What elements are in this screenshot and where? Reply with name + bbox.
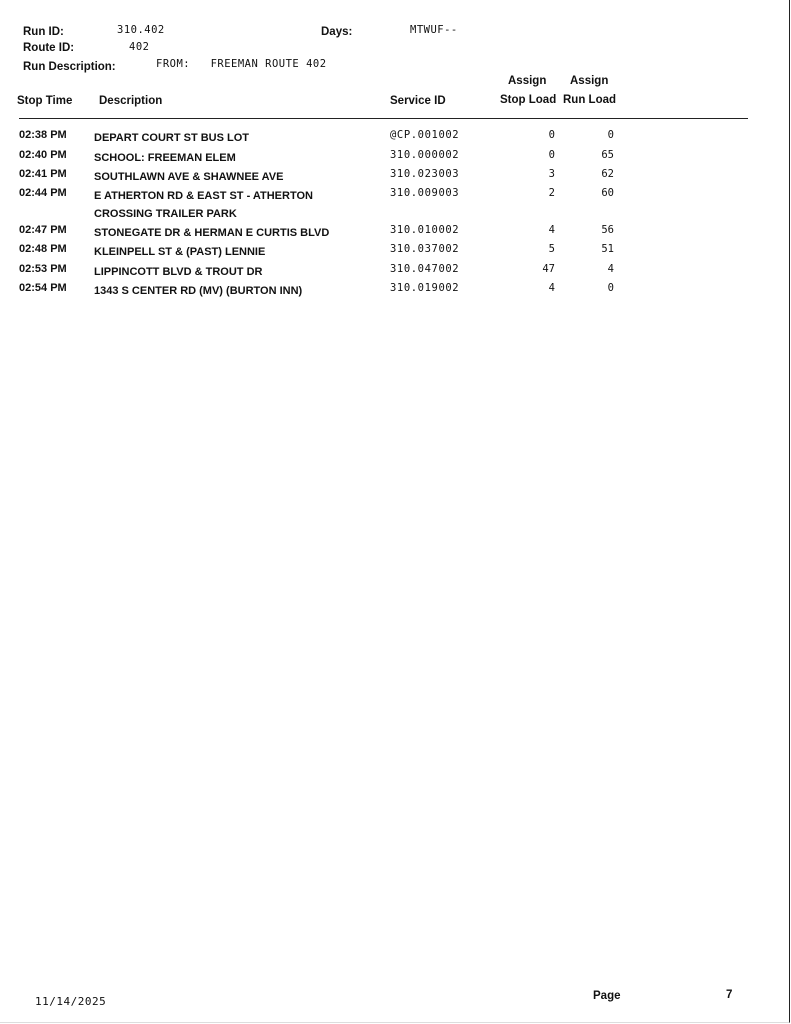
days-value: MTWUF-- (410, 24, 458, 36)
stop-load: 0 (548, 129, 555, 141)
stop-description: KLEINPELL ST & (PAST) LENNIE (94, 246, 266, 258)
run-load: 56 (601, 224, 614, 236)
stop-time: 02:41 PM (19, 168, 67, 180)
stop-description: STONEGATE DR & HERMAN E CURTIS BLVD (94, 227, 330, 239)
service-id: 310.019002 (390, 282, 460, 294)
stop-time: 02:44 PM (19, 187, 67, 199)
print-date: 11/14/2025 (35, 995, 107, 1008)
service-id: 310.010002 (390, 224, 460, 236)
stop-description: E ATHERTON RD & EAST ST - ATHERTON CROSSING TRAILER PARK (94, 190, 313, 220)
service-id: 310.023003 (390, 168, 460, 180)
run-id-label: Run ID: (23, 26, 64, 38)
run-description-value: FROM: FREEMAN ROUTE 402 (156, 58, 327, 70)
col-assign-run: Assign (570, 75, 609, 87)
stop-description: 1343 S CENTER RD (MV) (BURTON INN) (94, 285, 303, 297)
col-stop-time: Stop Time (17, 95, 73, 107)
stop-load: 4 (548, 282, 555, 294)
service-id: 310.000002 (390, 149, 460, 161)
run-load: 0 (607, 129, 614, 141)
stop-load: 5 (548, 243, 555, 255)
stop-time: 02:47 PM (19, 224, 67, 236)
run-load: 0 (607, 282, 614, 294)
stop-load: 47 (542, 263, 555, 275)
run-description-label: Run Description: (23, 61, 116, 73)
days-label: Days: (321, 26, 353, 38)
stop-description: LIPPINCOTT BLVD & TROUT DR (94, 266, 263, 278)
run-load: 51 (601, 243, 614, 255)
service-id: 310.047002 (390, 263, 460, 275)
header-divider (19, 118, 748, 119)
stop-time: 02:54 PM (19, 282, 67, 294)
route-id-value: 402 (129, 41, 150, 53)
stop-load: 3 (548, 168, 555, 180)
service-id: 310.009003 (390, 187, 460, 199)
col-run-load: Run Load (563, 94, 617, 106)
stop-load: 0 (548, 149, 555, 161)
route-id-label: Route ID: (23, 42, 75, 54)
stop-time: 02:38 PM (19, 129, 67, 141)
col-stop-load: Stop Load (500, 94, 557, 106)
stop-time: 02:53 PM (19, 263, 67, 275)
col-description: Description (99, 95, 163, 107)
stop-description: DEPART COURT ST BUS LOT (94, 132, 250, 144)
stop-load: 2 (548, 187, 555, 199)
service-id: 310.037002 (390, 243, 460, 255)
service-id: @CP.001002 (390, 129, 460, 141)
run-id-value: 310.402 (117, 24, 165, 36)
page-label: Page (593, 990, 621, 1002)
page-number: 7 (726, 989, 733, 1001)
stop-time: 02:48 PM (19, 243, 67, 255)
run-load: 60 (601, 187, 614, 199)
stop-description: SCHOOL: FREEMAN ELEM (94, 152, 236, 164)
stop-time: 02:40 PM (19, 149, 67, 161)
stop-load: 4 (548, 224, 555, 236)
run-load: 65 (601, 149, 614, 161)
col-service-id: Service ID (390, 95, 446, 107)
col-assign-stop: Assign (508, 75, 547, 87)
run-load: 4 (607, 263, 614, 275)
run-load: 62 (601, 168, 614, 180)
stop-description: SOUTHLAWN AVE & SHAWNEE AVE (94, 171, 284, 183)
